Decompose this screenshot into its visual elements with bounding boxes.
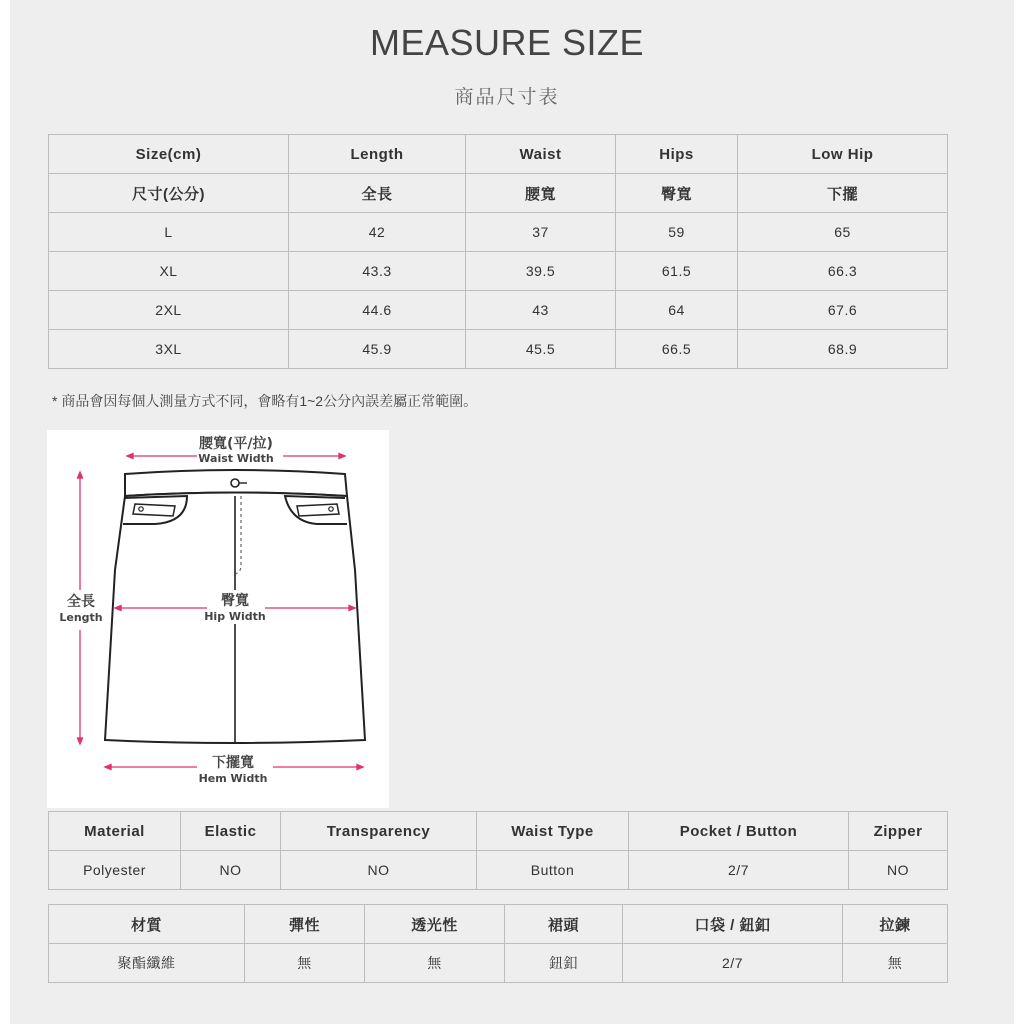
cell: 2/7	[623, 944, 843, 983]
cell: 聚酯纖維	[49, 944, 245, 983]
header-waist-type-zh: 裙頭	[505, 905, 623, 944]
header-waist-zh: 腰寬	[466, 174, 616, 213]
size-header-row-zh	[49, 174, 948, 213]
cell: NO	[849, 851, 948, 890]
cell: 無	[245, 944, 365, 983]
header-material-zh: 材質	[49, 905, 245, 944]
header-size-zh: 尺寸(公分)	[49, 174, 289, 213]
header-length-zh: 全長	[289, 174, 466, 213]
cell: 65	[738, 213, 948, 252]
hip-label-en: Hip Width	[204, 610, 266, 623]
hip-label-zh: 臀寬	[221, 593, 249, 609]
cell: 2/7	[629, 851, 849, 890]
cell: NO	[281, 851, 477, 890]
header-size: Size(cm)	[49, 135, 289, 174]
table-row	[49, 851, 948, 890]
cell: L	[49, 213, 289, 252]
cell: 66.3	[738, 252, 948, 291]
header-waist-type: Waist Type	[477, 812, 629, 851]
waist-label-zh: 腰寬(平/拉)	[199, 436, 273, 452]
header-transparency: Transparency	[281, 812, 477, 851]
cell: 43.3	[289, 252, 466, 291]
table-row	[49, 291, 948, 330]
cell: Button	[477, 851, 629, 890]
header-hips: Hips	[616, 135, 738, 174]
header-length: Length	[289, 135, 466, 174]
header-elastic-zh: 彈性	[245, 905, 365, 944]
size-table	[48, 134, 948, 369]
cell: 66.5	[616, 330, 738, 369]
cell: 無	[843, 944, 948, 983]
header-low-hip: Low Hip	[738, 135, 948, 174]
cell: 無	[365, 944, 505, 983]
cell: 67.6	[738, 291, 948, 330]
cell: 鈕釦	[505, 944, 623, 983]
header-pocket-button-zh: 口袋 / 鈕釦	[623, 905, 843, 944]
cell: 45.5	[466, 330, 616, 369]
header-transparency-zh: 透光性	[365, 905, 505, 944]
button-icon	[231, 479, 239, 487]
cell: 61.5	[616, 252, 738, 291]
table-row	[49, 213, 948, 252]
header-zipper: Zipper	[849, 812, 948, 851]
material-header-row-zh	[49, 905, 948, 944]
cell: 43	[466, 291, 616, 330]
cell: 3XL	[49, 330, 289, 369]
cell: 44.6	[289, 291, 466, 330]
cell: XL	[49, 252, 289, 291]
table-row	[49, 252, 948, 291]
material-header-row	[49, 812, 948, 851]
material-table-zh	[48, 904, 948, 983]
header-elastic: Elastic	[181, 812, 281, 851]
cell: 64	[616, 291, 738, 330]
cell: 68.9	[738, 330, 948, 369]
header-hips-zh: 臀寬	[616, 174, 738, 213]
length-label-en: Length	[59, 611, 103, 624]
length-label-zh: 全長	[67, 594, 95, 610]
cell: 45.9	[289, 330, 466, 369]
material-table	[48, 811, 948, 890]
cell: 2XL	[49, 291, 289, 330]
header-pocket-button: Pocket / Button	[629, 812, 849, 851]
page-subtitle: 商品尺寸表	[454, 87, 560, 108]
hem-label-zh: 下擺寬	[212, 755, 254, 771]
waist-label-en: Waist Width	[198, 452, 274, 465]
cell: 42	[289, 213, 466, 252]
hem-label-en: Hem Width	[198, 772, 268, 785]
cell: 39.5	[466, 252, 616, 291]
cell: NO	[181, 851, 281, 890]
header-material: Material	[49, 812, 181, 851]
skirt-illustration	[47, 430, 389, 808]
cell: 59	[616, 213, 738, 252]
table-row	[49, 330, 948, 369]
cell: 37	[466, 213, 616, 252]
skirt-diagram	[47, 430, 389, 808]
content-panel	[10, 0, 1014, 1024]
cell: Polyester	[49, 851, 181, 890]
measurement-note: * 商品會因每個人測量方式不同，會略有1~2公分內誤差屬正常範圍。	[52, 393, 478, 409]
page-title: MEASURE SIZE	[369, 22, 645, 63]
table-row	[49, 944, 948, 983]
size-header-row-en	[49, 135, 948, 174]
header-low-hip-zh: 下擺	[738, 174, 948, 213]
header-waist: Waist	[466, 135, 616, 174]
header-zipper-zh: 拉鍊	[843, 905, 948, 944]
